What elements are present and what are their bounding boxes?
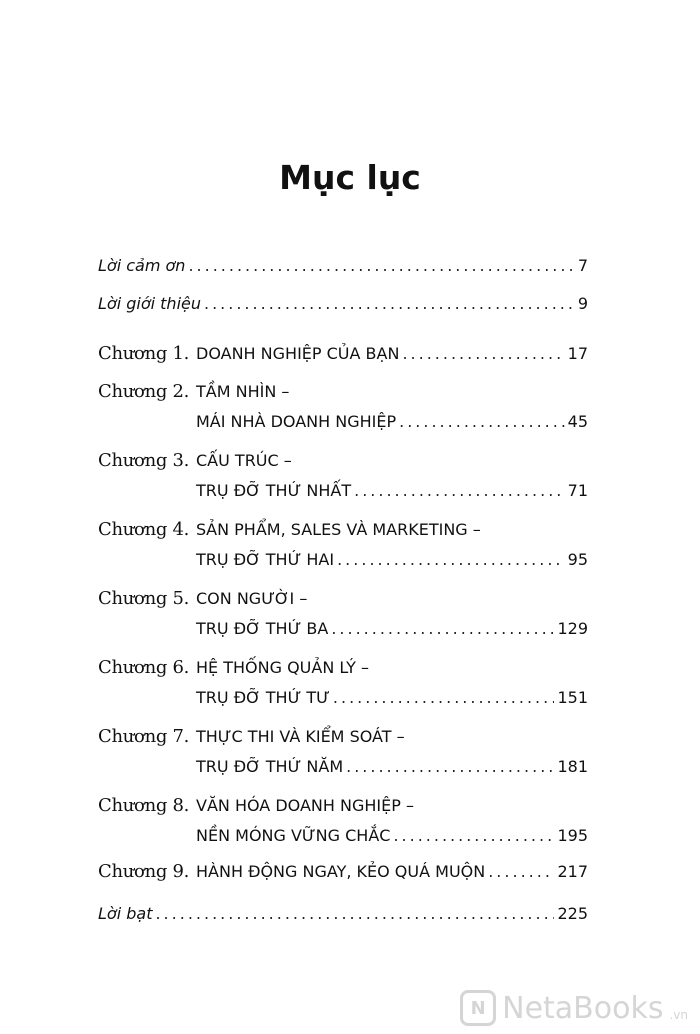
dot-leader [337,546,565,574]
page-number: 225 [557,904,588,923]
toc-entry-acknowledgements[interactable] [98,252,588,280]
dot-leader [393,822,554,850]
toc-entry-chapter-5[interactable] [98,585,588,649]
chapter-title-line2: TRỤ ĐỠ THỨ NHẤT [196,481,352,500]
chapter-label: Chương 3. [98,450,190,471]
chapter-title-line1: CẤU TRÚC – [196,451,292,470]
toc-entry-introduction[interactable] [98,290,588,318]
chapter-title-line1: TẦM NHÌN – [196,382,290,401]
watermark-suffix: .vn [669,1008,688,1022]
chapter-title-line1: SẢN PHẨM, SALES VÀ MARKETING – [196,520,481,539]
dot-leader [354,477,565,505]
page-number: 95 [567,550,588,569]
toc-entry-chapter-7[interactable] [98,723,588,787]
watermark-logo [460,990,688,1026]
chapter-title: DOANH NGHIỆP CỦA BẠN [196,344,400,363]
toc-entry-chapter-8[interactable] [98,792,588,856]
dot-leader [333,684,555,712]
dot-leader [188,252,574,280]
chapter-title-line2: NỀN MÓNG VỮNG CHẮC [196,826,391,845]
toc-entry-chapter-9[interactable] [98,858,588,886]
page-number: 217 [557,862,588,881]
chapter-title-line2: TRỤ ĐỠ THỨ TƯ [196,688,330,707]
chapter-title-line1: VĂN HÓA DOANH NGHIỆP – [196,796,414,815]
entry-title: Lời giới thiệu [98,294,201,313]
toc-entry-chapter-3[interactable] [98,447,588,511]
chapter-label: Chương 6. [98,657,190,678]
toc-entry-chapter-4[interactable] [98,516,588,580]
chapter-title-line2: TRỤ ĐỠ THỨ BA [196,619,329,638]
chapter-label: Chương 2. [98,381,190,402]
page-number: 9 [577,294,588,313]
dot-leader [155,900,554,928]
toc-entry-chapter-2[interactable] [98,378,588,442]
entry-title: Lời cảm ơn [98,256,186,275]
entry-title: Lời bạt [98,904,153,923]
toc-entry-afterword[interactable] [98,900,588,928]
page-number: 181 [557,757,588,776]
page-number: 151 [557,688,588,707]
page-number: 129 [557,619,588,638]
chapter-title-line1: CON NGƯỜI – [196,589,308,608]
dot-leader [402,340,564,368]
dot-leader [488,858,554,886]
chapter-label: Chương 4. [98,519,190,540]
chapter-title-line1: HỆ THỐNG QUẢN LÝ – [196,658,370,677]
chapter-label: Chương 8. [98,795,190,816]
chapter-title-line2: TRỤ ĐỠ THỨ NĂM [196,757,344,776]
page-number: 71 [567,481,588,500]
chapter-label: Chương 1. [98,343,190,364]
chapter-title-line1: THỰC THI VÀ KIỂM SOÁT – [196,727,405,746]
chapter-label: Chương 9. [98,861,190,882]
toc-entry-chapter-6[interactable] [98,654,588,718]
toc-entry-chapter-1[interactable] [98,340,588,368]
chapter-title-line2: MÁI NHÀ DOANH NGHIỆP [196,412,397,431]
watermark-brand: NetaBooks [502,990,664,1026]
page-number: 45 [567,412,588,431]
dot-leader [346,753,554,781]
chapter-label: Chương 7. [98,726,190,747]
dot-leader [331,615,554,643]
dot-leader [204,290,575,318]
chapter-title: HÀNH ĐỘNG NGAY, KẺO QUÁ MUỘN [196,862,486,881]
page-number: 7 [577,256,588,275]
netabooks-icon: N [460,990,496,1026]
page-number: 17 [567,344,588,363]
chapter-label: Chương 5. [98,588,190,609]
page-title: Mục lục [279,158,421,197]
page-number: 195 [557,826,588,845]
dot-leader [399,408,565,436]
chapter-title-line2: TRỤ ĐỠ THỨ HAI [196,550,335,569]
